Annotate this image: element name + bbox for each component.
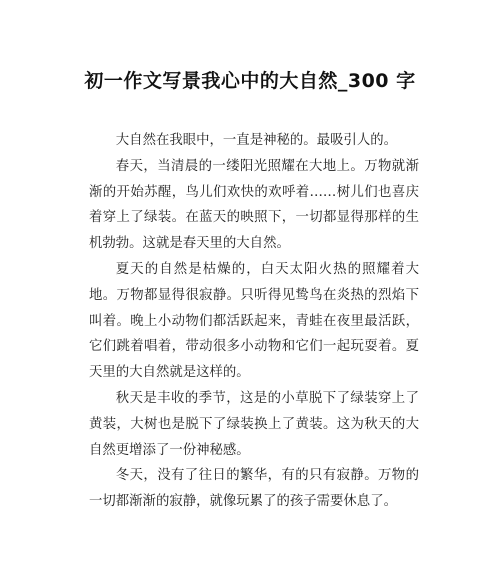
paragraph-intro: 大自然在我眼中，一直是神秘的。最吸引人的。 xyxy=(115,133,397,148)
paragraph-spring: 春天，当清晨的一缕阳光照耀在大地上。万物就渐渐的开始苏醒，鸟儿们欢快的欢呼着……树儿们也喜庆着穿上了绿装。在蓝天的映照下，一切都显得那样的生机勃勃。这就是春天里的大自然。 xyxy=(89,158,419,252)
paragraph-winter: 冬天，没有了往日的繁华，有的只有寂静。万物的一切都渐渐的寂静，就像玩累了的孩子需要休息了。 xyxy=(89,468,419,510)
paragraph-autumn: 秋天是丰收的季节，这是的小草脱下了绿装穿上了黄装，大树也是脱下了绿装换上了黄装。这为秋天的大自然更增添了一份神秘感。 xyxy=(89,390,419,458)
document-title: 初一作文写景我心中的大自然_300 字 xyxy=(84,70,416,92)
paragraph-summer: 夏天的自然是枯燥的，白天太阳火热的照耀着大地。万物都显得很寂静。只听得见鸷鸟在炎热的烈焰下叫着。晚上小动物们都活跃起来，青蛙在夜里最活跃，它们跳着唱着，带动很多小动物和它们一起玩耍着。夏天里的大自然就是这样的。 xyxy=(89,261,419,381)
document-body xyxy=(89,128,419,515)
